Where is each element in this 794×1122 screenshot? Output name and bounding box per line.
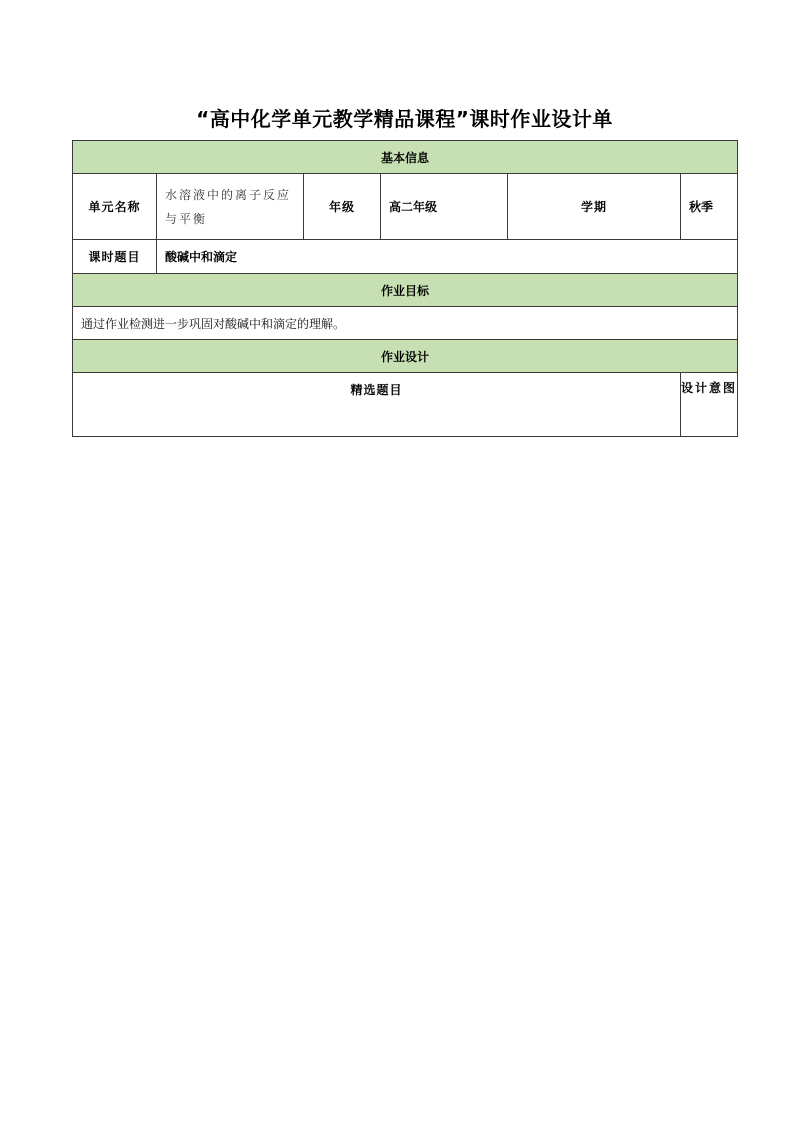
unit-name-value: 水溶液中的离子反应与平衡 (157, 174, 304, 240)
design-intent-header: 设计意图 (681, 373, 738, 437)
topic-row (73, 240, 738, 274)
goal-text: 通过作业检测进一步巩固对酸碱中和滴定的理解。 (73, 307, 738, 340)
grade-value: 高二年级 (381, 174, 508, 240)
unit-row (73, 174, 738, 240)
goal-row (73, 307, 738, 340)
grade-label: 年级 (304, 174, 381, 240)
term-label: 学期 (508, 174, 681, 240)
term-value: 秋季 (681, 174, 738, 240)
design-columns-row (73, 373, 738, 437)
goal-header: 作业目标 (73, 274, 738, 307)
basic-info-header-row (73, 141, 738, 174)
goal-header-row (73, 274, 738, 307)
design-header: 作业设计 (73, 340, 738, 373)
unit-name-label: 单元名称 (73, 174, 157, 240)
topic-label: 课时题目 (73, 240, 157, 274)
homework-design-table (72, 140, 738, 437)
topic-value: 酸碱中和滴定 (157, 240, 738, 274)
design-header-row (73, 340, 738, 373)
document-title: “高中化学单元教学精品课程”课时作业设计单 (196, 107, 613, 131)
selected-questions-header: 精选题目 (73, 373, 681, 437)
basic-info-header: 基本信息 (73, 141, 738, 174)
